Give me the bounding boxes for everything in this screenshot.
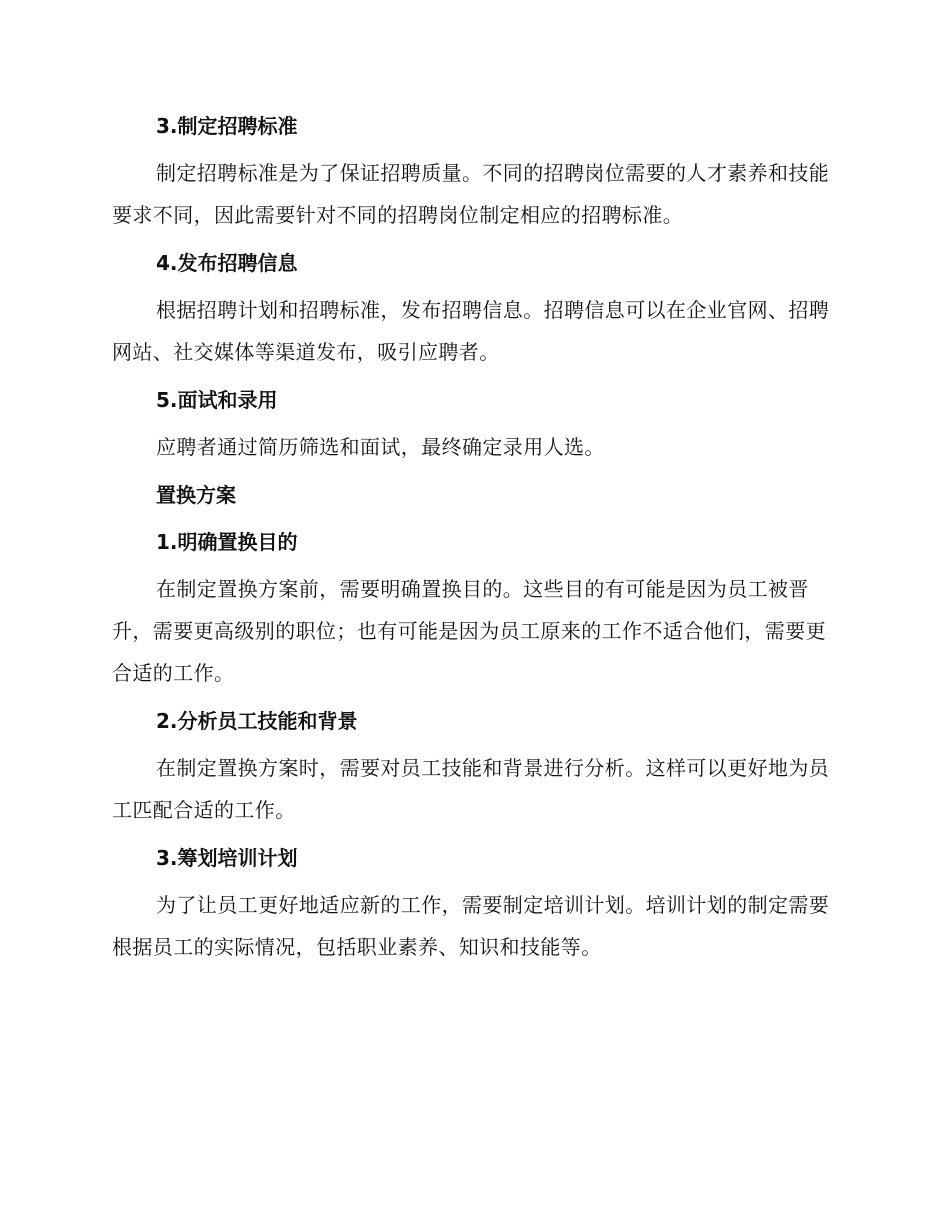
- section-heading: 4.发布招聘信息: [156, 251, 298, 275]
- paragraph: 在制定置换方案前，需要明确置换目的。这些目的有可能是因为员工被晋升，需要更高级别的职位；也有可能是因为员工原来的工作不适合他们，需要更合适的工作。: [112, 577, 826, 685]
- section-heading: 3.制定招聘标准: [156, 114, 298, 138]
- paragraph: 应聘者通过简历筛选和面试，最终确定录用人选。: [156, 435, 605, 459]
- section-heading: 2.分析员工技能和背景: [156, 709, 358, 733]
- section-heading: 1.明确置换目的: [156, 530, 298, 554]
- paragraph: 根据招聘计划和招聘标准，发布招聘信息。招聘信息可以在企业官网、招聘网站、社交媒体等渠道发布，吸引应聘者。: [112, 298, 830, 364]
- paragraph: 在制定置换方案时，需要对员工技能和背景进行分析。这样可以更好地为员工匹配合适的工作。: [112, 756, 830, 822]
- section-heading: 3.筹划培训计划: [156, 846, 298, 870]
- document-body: [112, 106, 832, 968]
- section-heading: 5.面试和录用: [156, 388, 278, 412]
- paragraph: 制定招聘标准是为了保证招聘质量。不同的招聘岗位需要的人才素养和技能要求不同，因此需要针对不同的招聘岗位制定相应的招聘标准。: [112, 161, 830, 227]
- section-title: 置换方案: [156, 483, 236, 507]
- paragraph: 为了让员工更好地适应新的工作，需要制定培训计划。培训计划的制定需要根据员工的实际情况，包括职业素养、知识和技能等。: [112, 893, 830, 959]
